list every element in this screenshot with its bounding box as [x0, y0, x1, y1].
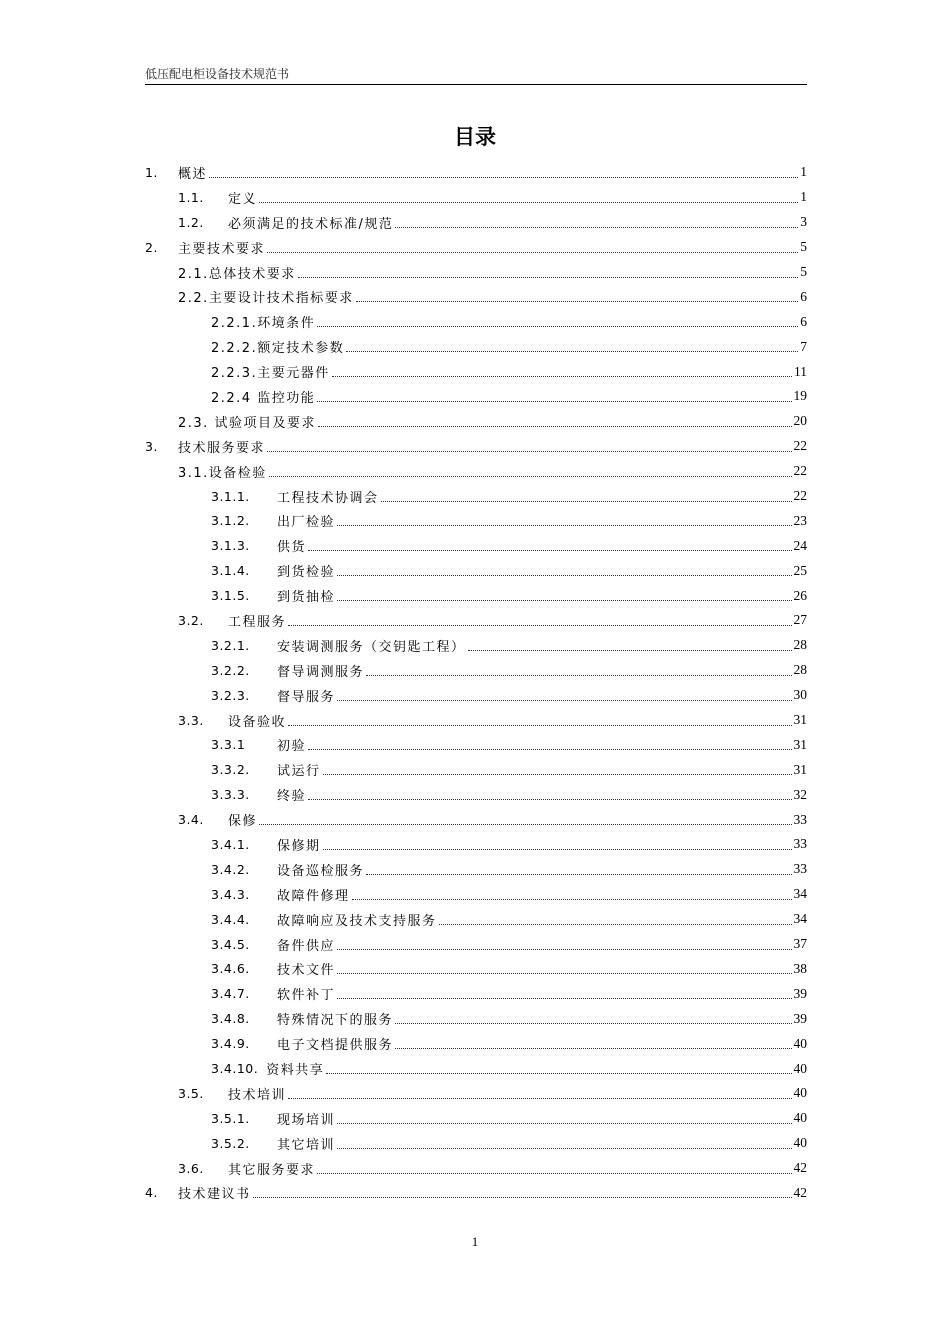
toc-entry[interactable] [145, 508, 807, 533]
toc-entry-page: 6 [800, 288, 807, 304]
toc-entry-title: 工程服务 [228, 614, 287, 630]
toc-entry[interactable] [145, 1181, 807, 1206]
toc-entry-page: 25 [793, 562, 807, 578]
toc-dot-leader [337, 1148, 791, 1149]
table-of-contents [145, 160, 807, 1205]
toc-entry-page: 30 [793, 687, 807, 703]
toc-dot-leader [317, 401, 791, 402]
toc-entry-number: 3. [145, 438, 158, 454]
toc-dot-leader [308, 550, 791, 551]
toc-entry-title: 技术培训 [228, 1087, 287, 1103]
toc-entry-page: 5 [800, 264, 807, 279]
toc-entry[interactable] [145, 210, 807, 235]
toc-entry-title: 到货抽检 [277, 590, 336, 606]
toc-entry-title: 设备巡检服务 [277, 863, 365, 879]
toc-entry[interactable] [145, 658, 807, 683]
toc-dot-leader [395, 1048, 791, 1049]
toc-dot-leader [366, 874, 791, 875]
toc-entry-title: 2.2.4 监控功能 [211, 390, 316, 406]
toc-entry-title: 督导调测服务 [277, 664, 365, 680]
toc-entry-number: 3.5.2. [211, 1135, 250, 1151]
toc-entry-number: 1. [145, 164, 158, 180]
toc-entry-number: 3.4.10. [211, 1061, 259, 1076]
toc-entry-page: 37 [793, 936, 807, 952]
toc-entry-number: 3.1.5. [211, 588, 250, 604]
toc-entry-number: 3.3.3. [211, 787, 250, 803]
toc-entry-number: 3.1.2. [211, 513, 250, 529]
toc-dot-leader [356, 301, 798, 302]
toc-entry-title: 保修期 [277, 838, 321, 854]
toc-entry-page: 7 [800, 338, 807, 354]
toc-entry-number: 3.2.3. [211, 687, 250, 703]
toc-entry-page: 31 [793, 736, 807, 752]
toc-entry-number: 3.4.6. [211, 961, 250, 977]
toc-entry-number: 3.5.1. [211, 1110, 250, 1126]
toc-entry-number: 3.4.8. [211, 1011, 250, 1027]
toc-entry-page: 38 [793, 960, 807, 976]
toc-entry-number: 3.4.7. [211, 986, 250, 1002]
toc-entry-number: 3.1.3. [211, 538, 250, 554]
toc-entry[interactable] [145, 683, 807, 708]
toc-entry[interactable] [145, 185, 807, 210]
toc-entry-number: 1.2. [178, 214, 204, 230]
toc-dot-leader [298, 277, 798, 278]
toc-entry-title: 试运行 [277, 764, 321, 780]
toc-entry[interactable] [145, 334, 807, 359]
toc-entry[interactable] [145, 1031, 807, 1056]
toc-entry[interactable] [145, 907, 807, 932]
toc-dot-leader [352, 899, 792, 900]
toc-dot-leader [288, 1098, 791, 1099]
toc-entry-page: 33 [793, 836, 807, 852]
page-number: 1 [471, 1234, 479, 1249]
toc-entry-title: 概述 [178, 166, 208, 182]
toc-entry-number: 3.1.4. [211, 563, 250, 579]
toc-entry-page: 39 [793, 985, 807, 1001]
toc-entry-number: 3.2.1. [211, 637, 250, 653]
toc-entry-title: 保修 [228, 814, 258, 830]
toc-entry-page: 28 [793, 662, 807, 678]
toc-entry-page: 22 [793, 438, 807, 454]
toc-entry-title: 定义 [228, 191, 258, 207]
toc-entry-page: 42 [793, 1184, 807, 1200]
toc-entry-title: 安装调测服务（交钥匙工程） [277, 639, 466, 655]
toc-dot-leader [323, 774, 792, 775]
toc-entry-number: 3.4.2. [211, 861, 250, 877]
toc-entry[interactable] [145, 459, 807, 484]
toc-entry-page: 40 [793, 1110, 807, 1126]
toc-dot-leader [326, 1073, 791, 1074]
toc-dot-leader [288, 625, 791, 626]
toc-entry-number: 3.4.1. [211, 836, 250, 852]
toc-entry-page: 40 [793, 1135, 807, 1151]
toc-dot-leader [346, 351, 798, 352]
toc-entry[interactable] [145, 533, 807, 558]
toc-entry[interactable] [145, 1106, 807, 1131]
toc-entry-title: 其它培训 [277, 1137, 336, 1153]
toc-dot-leader [337, 600, 791, 601]
header-title: 低压配电柜设备技术规范书 [145, 67, 290, 81]
toc-entry[interactable] [145, 857, 807, 882]
toc-entry[interactable] [145, 932, 807, 957]
toc-entry-page: 19 [793, 388, 807, 404]
toc-entry[interactable] [145, 284, 807, 309]
toc-entry-title: 软件补丁 [277, 988, 336, 1004]
toc-entry-title: 技术建议书 [178, 1187, 251, 1203]
toc-entry[interactable] [145, 1056, 807, 1081]
toc-entry[interactable] [145, 1131, 807, 1156]
toc-entry-number: 3.3.1 [211, 737, 246, 753]
toc-entry-title: 3.1.设备检验 [178, 465, 267, 481]
toc-entry[interactable] [145, 608, 807, 633]
toc-entry-title: 主要技术要求 [178, 241, 266, 257]
toc-entry[interactable] [145, 882, 807, 907]
toc-dot-leader [288, 725, 791, 726]
toc-entry-page: 22 [793, 463, 807, 479]
toc-entry[interactable] [145, 981, 807, 1006]
toc-entry[interactable] [145, 708, 807, 733]
toc-dot-leader [209, 177, 798, 178]
toc-dot-leader [267, 252, 798, 253]
toc-entry[interactable] [145, 1081, 807, 1106]
toc-entry[interactable] [145, 235, 807, 260]
toc-entry-page: 24 [793, 537, 807, 553]
toc-entry-number: 3.4.3. [211, 886, 250, 902]
toc-dot-leader [337, 998, 791, 999]
toc-dot-leader [337, 525, 791, 526]
toc-entry-title: 2.3. 试验项目及要求 [178, 415, 316, 431]
toc-entry-page: 40 [793, 1035, 807, 1051]
toc-entry-title: 2.2.主要设计技术指标要求 [178, 291, 354, 307]
toc-entry-title: 设备验收 [228, 714, 287, 730]
toc-entry-title: 技术服务要求 [178, 440, 266, 456]
toc-entry-page: 26 [793, 587, 807, 603]
toc-entry-title: 备件供应 [277, 938, 336, 954]
toc-entry-title: 初验 [277, 739, 307, 755]
toc-entry-number: 3.4.4. [211, 911, 250, 927]
toc-entry[interactable] [145, 807, 807, 832]
toc-dot-leader [337, 700, 791, 701]
page-header [145, 66, 807, 85]
toc-entry-page: 6 [800, 313, 807, 329]
toc-entry[interactable] [145, 1156, 807, 1181]
toc-entry-page: 34 [793, 886, 807, 902]
toc-dot-leader [337, 973, 791, 974]
toc-dot-leader [308, 799, 791, 800]
toc-entry-page: 1 [800, 164, 807, 180]
toc-entry-page: 31 [793, 712, 807, 728]
toc-dot-leader [332, 376, 792, 377]
toc-entry[interactable] [145, 1006, 807, 1031]
toc-entry-page: 39 [793, 1010, 807, 1026]
toc-dot-leader [267, 451, 791, 452]
toc-entry[interactable] [145, 558, 807, 583]
toc-entry[interactable] [145, 957, 807, 982]
toc-dot-leader [318, 426, 792, 427]
toc-entry-number: 3.5. [178, 1085, 204, 1101]
toc-entry[interactable] [145, 633, 807, 658]
toc-entry-number: 3.2.2. [211, 662, 250, 678]
toc-entry-title: 工程技术协调会 [277, 490, 379, 506]
toc-entry-number: 3.3. [178, 712, 204, 728]
toc-entry[interactable] [145, 384, 807, 409]
toc-entry-number: 3.6. [178, 1160, 204, 1176]
toc-entry-title: 其它服务要求 [228, 1162, 316, 1178]
toc-entry-title: 电子文档提供服务 [277, 1038, 394, 1054]
toc-entry-title: 督导服务 [277, 689, 336, 705]
toc-entry-page: 31 [793, 761, 807, 777]
toc-entry-title: 现场培训 [277, 1112, 336, 1128]
toc-entry-page: 42 [793, 1160, 807, 1176]
toc-dot-leader [366, 675, 791, 676]
toc-entry-number: 3.4. [178, 812, 204, 828]
toc-entry-page: 33 [793, 811, 807, 827]
toc-entry-number: 1.1. [178, 189, 204, 205]
toc-entry[interactable] [145, 160, 807, 185]
toc-entry-title: 技术文件 [277, 963, 336, 979]
toc-entry-page: 11 [794, 363, 807, 379]
toc-dot-leader [337, 949, 791, 950]
toc-entry-page: 28 [793, 637, 807, 653]
toc-dot-leader [308, 749, 791, 750]
toc-entry-title: 2.2.3.主要元器件 [211, 366, 330, 382]
toc-entry-title: 必须满足的技术标准/规范 [228, 216, 394, 232]
toc-entry-page: 34 [793, 911, 807, 927]
toc-entry-number: 3.4.9. [211, 1036, 250, 1052]
toc-entry-page: 20 [793, 413, 807, 429]
toc-entry-page: 22 [793, 488, 807, 504]
toc-entry[interactable] [145, 583, 807, 608]
toc-dot-leader [439, 924, 792, 925]
toc-dot-leader [317, 1173, 791, 1174]
toc-dot-leader [259, 202, 798, 203]
toc-entry-number: 3.4.5. [211, 936, 250, 952]
toc-entry-page: 1 [800, 189, 807, 205]
toc-entry[interactable] [145, 409, 807, 434]
toc-entry-number: 4. [145, 1185, 158, 1201]
toc-dot-leader [337, 575, 791, 576]
toc-dot-leader [395, 227, 798, 228]
toc-entry-number: 3.2. [178, 612, 204, 628]
toc-entry[interactable] [145, 732, 807, 757]
toc-dot-leader [259, 824, 791, 825]
toc-dot-leader [317, 326, 798, 327]
toc-entry-page: 27 [793, 612, 807, 628]
toc-entry-page: 40 [793, 1085, 807, 1101]
toc-entry-page: 40 [793, 1060, 807, 1076]
toc-entry-title: 2.2.1.环境条件 [211, 316, 316, 332]
toc-entry-title: 故障件修理 [277, 888, 350, 904]
toc-entry[interactable] [145, 782, 807, 807]
toc-entry[interactable] [145, 359, 807, 384]
toc-entry-page: 3 [800, 214, 807, 230]
toc-entry-title: 终验 [277, 789, 307, 805]
page-title: 目录 [454, 125, 496, 149]
toc-entry-page: 32 [793, 786, 807, 802]
toc-entry[interactable] [145, 309, 807, 334]
toc-entry-title: 到货检验 [277, 565, 336, 581]
toc-entry-number: 3.3.2. [211, 762, 250, 778]
toc-entry-page: 23 [793, 512, 807, 528]
toc-entry[interactable] [145, 260, 807, 285]
toc-entry-title: 2.2.2.额定技术参数 [211, 341, 345, 357]
toc-dot-leader [395, 1023, 791, 1024]
toc-entry[interactable] [145, 757, 807, 782]
toc-entry-title: 资料共享 [266, 1063, 325, 1078]
toc-dot-leader [468, 650, 792, 651]
toc-dot-leader [269, 476, 792, 477]
toc-entry-page: 5 [800, 239, 807, 255]
toc-dot-leader [381, 501, 792, 502]
toc-entry-number: 3.1.1. [211, 488, 250, 504]
toc-entry-title: 故障响应及技术支持服务 [277, 913, 437, 929]
toc-entry-page: 33 [793, 861, 807, 877]
toc-dot-leader [253, 1197, 792, 1198]
toc-entry[interactable] [145, 832, 807, 857]
toc-entry-title: 供货 [277, 540, 307, 556]
toc-entry-title: 特殊情况下的服务 [277, 1013, 394, 1029]
toc-entry[interactable] [145, 434, 807, 459]
toc-entry[interactable] [145, 484, 807, 509]
toc-entry-number: 2. [145, 239, 158, 255]
toc-entry-title: 出厂检验 [277, 515, 336, 531]
toc-dot-leader [323, 849, 792, 850]
toc-dot-leader [337, 1123, 791, 1124]
toc-entry-title: 2.1.总体技术要求 [178, 266, 296, 282]
